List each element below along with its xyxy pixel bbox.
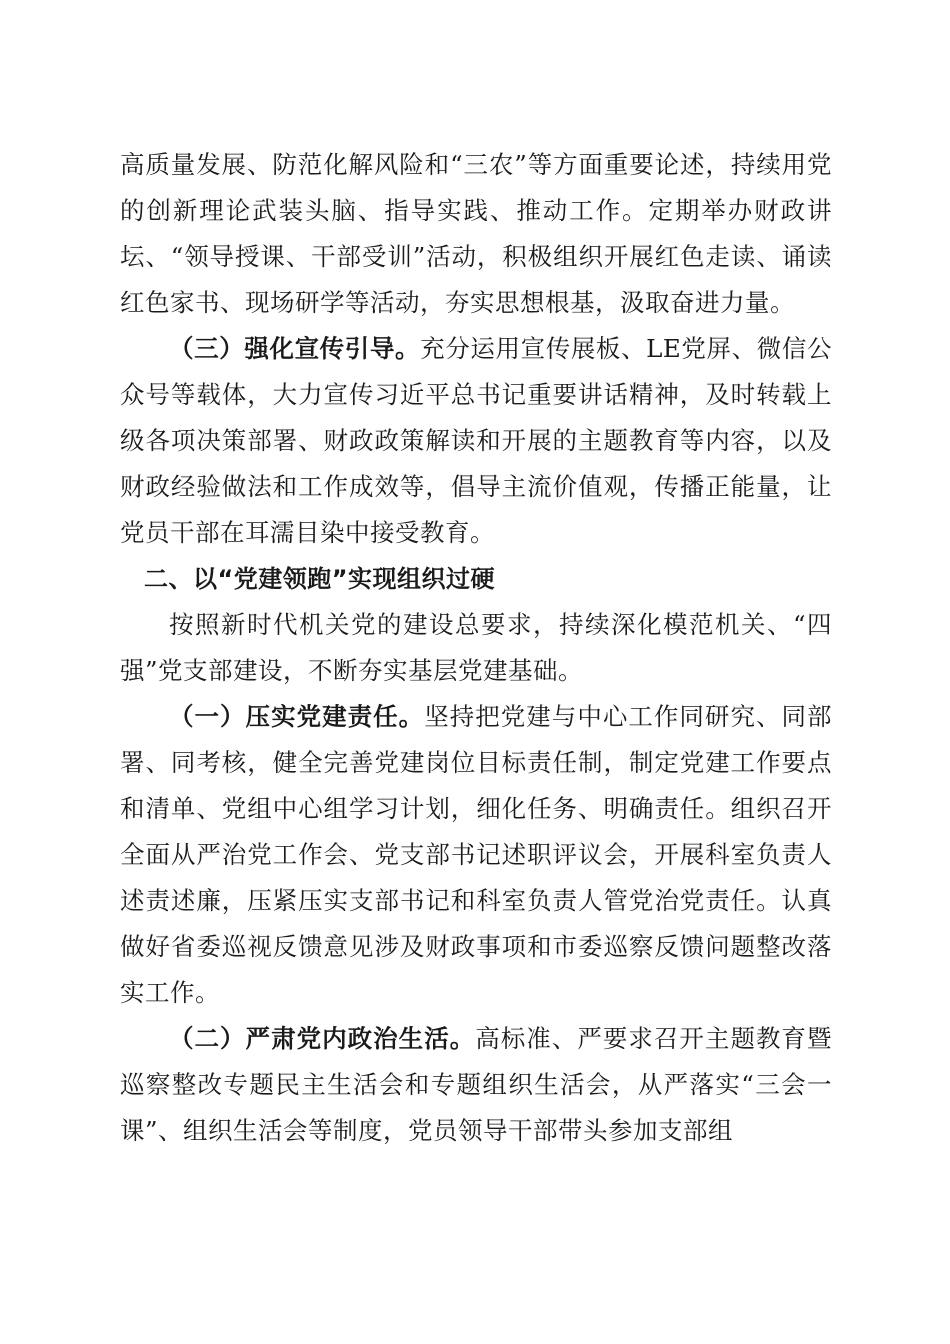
paragraph-publicity (120, 326, 832, 556)
paragraph-text: 充分运用宣传展板、LE党屏、微信公众号等载体，大力宣传习近平总书记重要讲话精神，及时转载上级各项决策部署、财政政策解读和开展的主题教育等内容，以及财政经验做法和工作成效等，倡导主流价值观，传播正能量，让党员干部在耳濡目染中接受教育。 (120, 334, 832, 547)
paragraph-text: 按照新时代机关党的建设总要求，持续深化模范机关、“四强”党支部建设，不断夯实基层党建基础。 (120, 610, 832, 685)
paragraph-continued (120, 142, 832, 326)
paragraph-text: 高标准、严要求召开主题教育暨巡察整改专题民主生活会和专题组织生活会，从严落实“三会一课”、组织生活会等制度，党员领导干部带头参加支部组 (120, 1024, 833, 1145)
paragraph-political-life (120, 1016, 832, 1154)
paragraph-text: 高质量发展、防范化解风险和“三农”等方面重要论述，持续用党的创新理论武装头脑、指导实践、推动工作。定期举办财政讲坛、“领导授课、干部受训”活动，积极组织开展红色走读、诵读红色家书、现场研学等活动，夯实思想根基，汲取奋进力量。 (120, 150, 832, 317)
subsection-heading: （三）强化宣传引导。 (169, 334, 421, 363)
subsection-heading: （一）压实党建责任。 (169, 702, 425, 731)
section-title: 二、以“党建领跑”实现组织过硬 (144, 565, 496, 593)
subsection-heading: （二）严肃党内政治生活。 (169, 1024, 476, 1053)
paragraph-responsibility (120, 694, 832, 1016)
paragraph-text: 坚持把党建与中心工作同研究、同部署、同考核，健全完善党建岗位目标责任制，制定党建工作要点和清单、党组中心组学习计划，细化任务、明确责任。组织召开全面从严治党工作会、党支部书记述职评议会，开展科室负责人述责述廉，压紧压实支部书记和科室负责人管党治党责任。认真做好省委巡视反馈意见涉及财政事项和市委巡察反馈问题整改落实工作。 (120, 702, 833, 1007)
document-page (120, 142, 832, 1154)
paragraph-intro (120, 602, 832, 694)
